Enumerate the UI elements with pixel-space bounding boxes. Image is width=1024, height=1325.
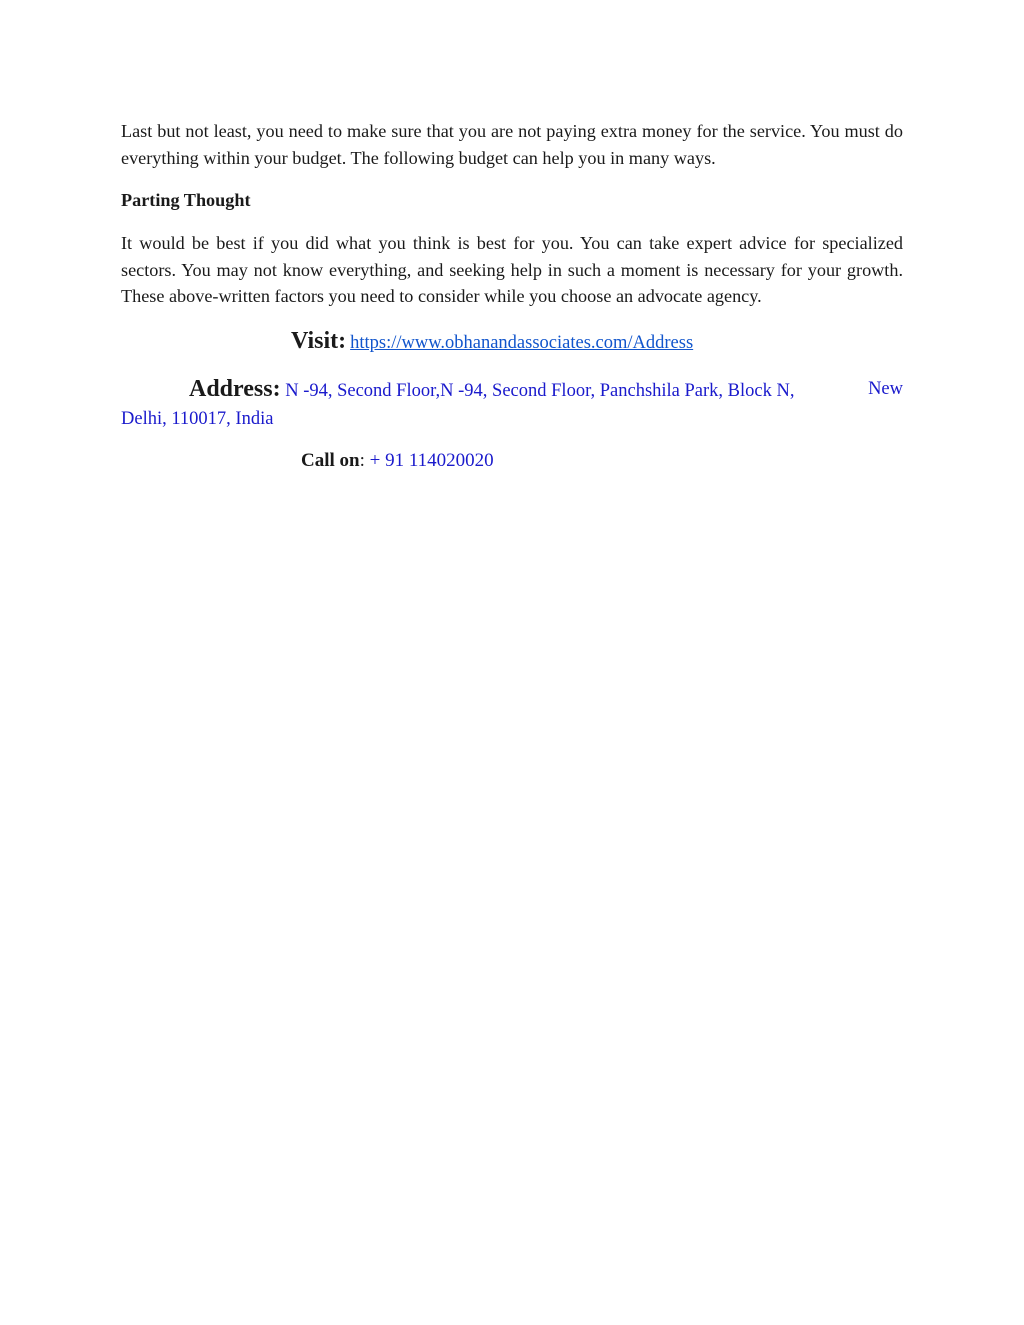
call-label: Call on xyxy=(301,449,360,471)
section-heading: Parting Thought xyxy=(121,190,251,211)
visit-line xyxy=(291,324,903,361)
address-label: Address: xyxy=(189,375,281,402)
visit-label: Visit: xyxy=(291,327,347,354)
address-line-1: N -94, Second Floor,N -94, Second Floor, Panchshila Park, Block N, xyxy=(285,380,795,401)
budget-paragraph: Last but not least, you need to make sure that you are not paying extra money for the service. You must do everything within your budget. The following budget can help you in many ways. xyxy=(121,121,903,168)
parting-thought-paragraph: It would be best if you did what you think is best for you. You can take expert advice for specialized sectors. You may not know everything, and seeking help in such a moment is necessary for your growth. These above-written factors you need to consider while you choose an advocate agency. xyxy=(121,233,903,307)
call-line xyxy=(301,447,903,475)
phone-number[interactable]: + 91 114020020 xyxy=(369,449,494,471)
address-block xyxy=(121,375,903,433)
website-link[interactable]: https://www.obhanandassociates.com/Address xyxy=(350,332,694,353)
address-line-1-end: New xyxy=(868,378,903,399)
call-separator: : xyxy=(359,449,365,471)
address-line-2: Delhi, 110017, India xyxy=(121,408,274,429)
document-page xyxy=(121,118,903,475)
